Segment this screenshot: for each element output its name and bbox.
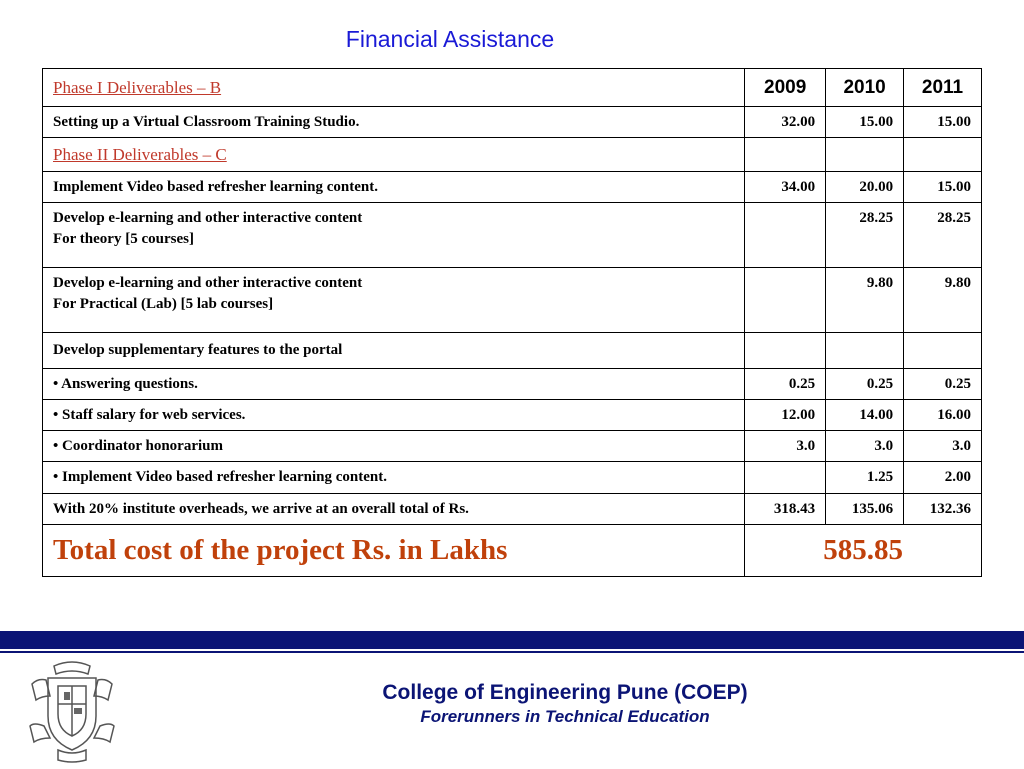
row-label: • Coordinator honorarium (43, 431, 745, 462)
cell-2010: 20.00 (826, 172, 904, 203)
cell-2011: 28.25 (904, 203, 982, 268)
cell-2009: 34.00 (745, 172, 826, 203)
table-row-video (43, 172, 982, 203)
cell-2010: 28.25 (826, 203, 904, 268)
cell-2010: 15.00 (826, 107, 904, 138)
college-block (270, 680, 860, 728)
cell-2010: 0.25 (826, 369, 904, 400)
cell-2010: 14.00 (826, 400, 904, 431)
phase1-label (43, 69, 745, 107)
slide-title-text: Financial Assistance (345, 26, 555, 52)
row-label-line1: Develop e-learning and other interactive content (53, 275, 363, 291)
table-row-video2 (43, 462, 982, 494)
row-label: Setting up a Virtual Classroom Training Studio. (43, 107, 745, 138)
cell-empty (904, 138, 982, 172)
cell-2010: 135.06 (826, 494, 904, 525)
cell-2011: 0.25 (904, 369, 982, 400)
row-label: • Implement Video based refresher learning content. (43, 462, 745, 494)
cell-2011: 132.36 (904, 494, 982, 525)
table-row-practical (43, 268, 982, 333)
cell-2011: 15.00 (904, 107, 982, 138)
cell-2011: 16.00 (904, 400, 982, 431)
year-2011-header: 2011 (904, 69, 982, 107)
row-label: Implement Video based refresher learning content. (43, 172, 745, 203)
cell-2009 (745, 462, 826, 494)
cell-2011: 3.0 (904, 431, 982, 462)
table-row-overheads (43, 494, 982, 525)
table-row-phase1-header (43, 69, 982, 107)
footer-bar (0, 631, 1024, 649)
college-name: College of Engineering Pune (COEP) (382, 681, 748, 704)
table-row-phase2-header (43, 138, 982, 172)
row-label: • Answering questions. (43, 369, 745, 400)
table-row-studio (43, 107, 982, 138)
cell-empty (745, 333, 826, 369)
total-label: Total cost of the project Rs. in Lakhs (43, 525, 745, 577)
phase1-label-text: Phase I Deliverables – B (53, 77, 222, 97)
footer-divider (0, 651, 1024, 653)
cell-2011: 2.00 (904, 462, 982, 494)
table-row-portal (43, 333, 982, 369)
cell-2010: 1.25 (826, 462, 904, 494)
table-row-total (43, 525, 982, 577)
cell-2011: 15.00 (904, 172, 982, 203)
row-label: Develop supplementary features to the portal (43, 333, 745, 369)
year-2009-header: 2009 (745, 69, 826, 107)
cell-empty (826, 333, 904, 369)
cell-empty (745, 138, 826, 172)
cell-2011: 9.80 (904, 268, 982, 333)
row-label: With 20% institute overheads, we arrive at an overall total of Rs. (43, 494, 745, 525)
cell-2009 (745, 203, 826, 268)
row-label-line2: For Practical (Lab) [5 lab courses] (53, 296, 274, 312)
row-label (43, 203, 745, 268)
row-label: • Staff salary for web services. (43, 400, 745, 431)
college-crest-icon (24, 656, 120, 764)
cell-empty (826, 138, 904, 172)
table-row-coordinator (43, 431, 982, 462)
slide-title (0, 26, 900, 53)
table-row-salary (43, 400, 982, 431)
row-label-line2: For theory [5 courses] (53, 231, 194, 247)
year-2010-header: 2010 (826, 69, 904, 107)
cell-2009: 32.00 (745, 107, 826, 138)
cell-2010: 9.80 (826, 268, 904, 333)
table-row-answering (43, 369, 982, 400)
total-value: 585.85 (745, 525, 982, 577)
cell-2009: 0.25 (745, 369, 826, 400)
table-row-theory (43, 203, 982, 268)
college-tagline: Forerunners in Technical Education (420, 707, 710, 726)
row-label-line1: Develop e-learning and other interactive content (53, 210, 363, 226)
cell-empty (904, 333, 982, 369)
row-label (43, 268, 745, 333)
cell-2009: 318.43 (745, 494, 826, 525)
phase2-label (43, 138, 745, 172)
cell-2009: 12.00 (745, 400, 826, 431)
cell-2009 (745, 268, 826, 333)
phase2-label-text: Phase II Deliverables – C (53, 144, 227, 164)
cell-2010: 3.0 (826, 431, 904, 462)
cell-2009: 3.0 (745, 431, 826, 462)
financial-table (42, 68, 982, 577)
